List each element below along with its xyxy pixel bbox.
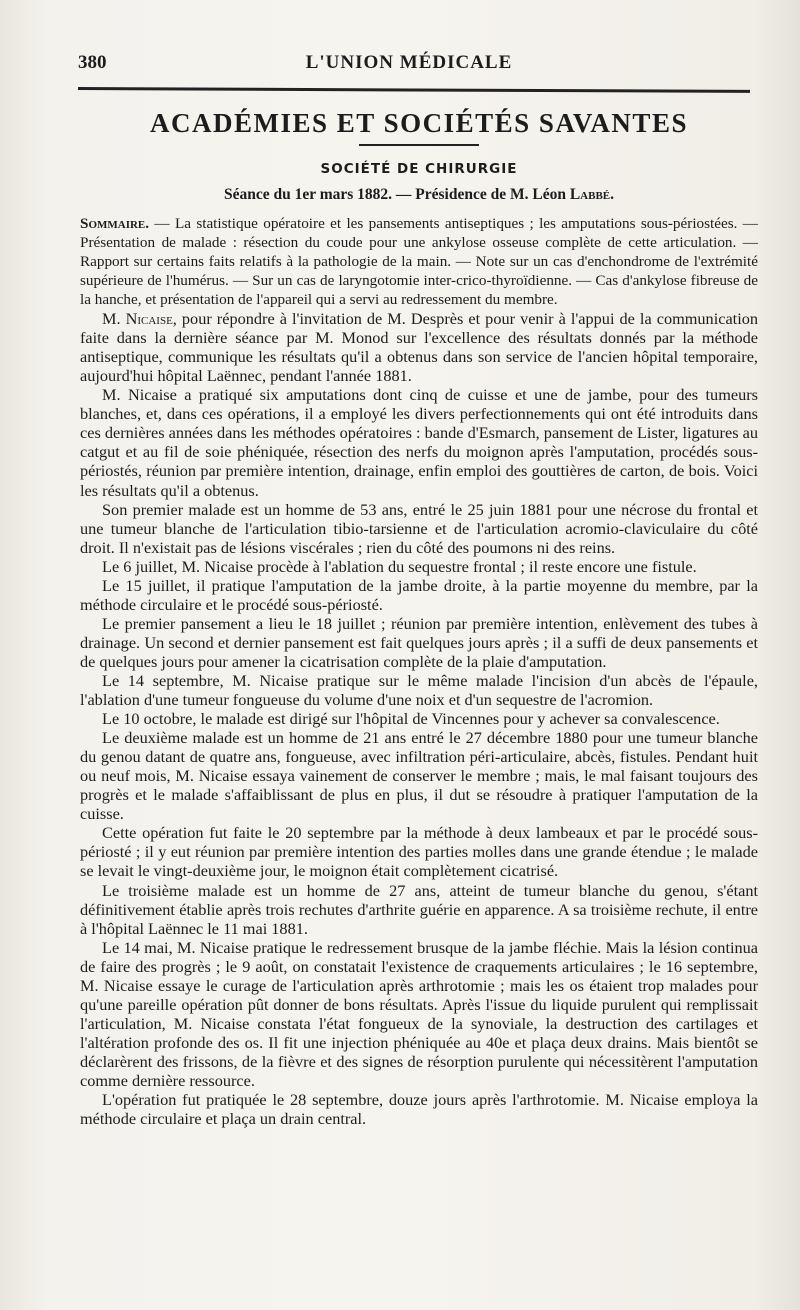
paragraph-9: Le deuxième malade est un homme de 21 ans entré le 27 décembre 1880 pour une tumeur blanche du genou datant de quatre ans, fongueuse, avec infiltration péri-articulaire, abcès, fistules. Pendant huit ou neuf mois, M. Nicaise essaya vainement de conserver le membre ; mais, le mal faisant toujours des progrès et le malade s'affaiblissant de plus en plus, il dut se résoudre à pratiquer l'amputation de la cuisse. bbox=[80, 728, 758, 824]
header-rule bbox=[78, 87, 750, 93]
paragraph-10: Cette opération fut faite le 20 septembre par la méthode à deux lambeaux et par le procédé sous-périosté ; il y eut réunion par première intention des parties molles dans une grande étendue ; le malade se levait le vingt-deuxième jour, le moignon était complètement cicatrisé. bbox=[80, 823, 758, 881]
paragraph-7: Le 14 septembre, M. Nicaise pratique sur le même malade l'incision d'un abcès de l'épaule, l'ablation d'une tumeur fongueuse du volume d'une noix et d'un sequestre de l'acromion. bbox=[80, 670, 758, 710]
session-line bbox=[80, 185, 758, 204]
summary-paragraph bbox=[80, 214, 758, 309]
page-number: 380 bbox=[78, 52, 107, 73]
paragraph-8: Le 10 octobre, le malade est dirigé sur l'hôpital de Vincennes pour y achever sa convalescence. bbox=[102, 709, 720, 729]
paragraph-13: L'opération fut pratiquée le 28 septembre, douze jours après l'arthrotomie. M. Nicaise employa la méthode circulaire et plaça un drain central. bbox=[80, 1090, 758, 1129]
journal-title: L'UNION MÉDICALE bbox=[305, 52, 513, 73]
summary-label: Sommaire. bbox=[80, 215, 150, 233]
paragraph-12: Le 14 mai, M. Nicaise pratique le redressement brusque de la jambe fléchie. Mais la lésion continua de faire des progrès ; le 9 août, on constatait l'existence de craquements articulaires ; le 16 septembre, M. Nicaise essaye le curage de l'articulation après arthrotomie ; mais les os étaient trop malades pour qu'une pareille opération pût donner de bons résultats. Après l'issue du liquide purulent qui remplissait l'articulation, M. Nicaise constata l'état fongueux de la synoviale, la destruction des cartilages et l'altération profonde des os. Il fit une injection phéniquée au 40e et plaça deux drains. Mais bientôt se déclarèrent des frissons, de la fièvre et des signes de résorption purulente qui nécessitèrent l'amputation comme dernière ressource. bbox=[80, 937, 758, 1090]
paragraph-1-text: pour répondre à l'invitation de M. Desprès et pour venir à l'appui de la communication faite dans la dernière séance par M. Monod sur l'excellence des résultats donnés par la méthode antiseptique, communique les résultats qu'il a obtenus dans son service de l'ancien hôpital temporaire, aujourd'hui hôpital Laënnec, pendant l'année 1881. bbox=[80, 309, 758, 386]
session-text: Séance du 1er mars 1882. — Présidence de M. Léon bbox=[223, 186, 570, 204]
section-heading: ACADÉMIES ET SOCIÉTÉS SAVANTES bbox=[150, 108, 688, 138]
society-heading: SOCIÉTÉ DE CHIRURGIE bbox=[320, 161, 518, 177]
session-president: Labbé. bbox=[569, 186, 614, 204]
running-head bbox=[78, 52, 740, 82]
summary-text: — La statistique opératoire et les pansements antiseptiques ; les amputations sous-périostées. — Présentation de malade : résection du coude pour une ankylose osseuse complète de cette articulation. — Rapport sur certains faits relatifs à la pathologie de la main. — Note sur un cas d'enchondrome de l'extrémité supérieure de l'humérus. — Sur un cas de laryngotomie inter-crico-thyroïdienne. — Cas d'ankylose fibreuse de la hanche, et présentation de l'appareil qui a servi au redressement du membre. bbox=[80, 215, 758, 309]
paragraph-2: M. Nicaise a pratiqué six amputations dont cinq de cuisse et une de jambe, pour des tumeurs blanches, et, dans ces opérations, il a employé les divers perfectionnements qui ont été introduits dans ces dernières années dans les méthodes opératoires : bande d'Esmarch, pansement de Lister, ligatures au catgut et au fil de soie phéniquée, résection des nerfs du moignon après l'amputation, procédés sous-périostés, réunion par première intention, drainage, enfin emploi des gouttières de carton, de bois. Voici les résultats qu'il a obtenus. bbox=[80, 385, 758, 500]
paragraph-6: Le premier pansement a lieu le 18 juillet ; réunion par première intention, enlèvement des tubes à drainage. Un second et dernier pansement est fait quelques jours après ; il a suffi de deux pansements et de quelques jours pour amener la cicatrisation complète de la plaie d'amputation. bbox=[80, 613, 758, 671]
section-rule bbox=[359, 144, 479, 146]
paragraph-5: Le 15 juillet, il pratique l'amputation de la jambe droite, à la partie moyenne du membre, par la méthode circulaire et le procédé sous-périosté. bbox=[80, 575, 758, 614]
paragraph-3: Son premier malade est un homme de 53 ans, entré le 25 juin 1881 pour une nécrose du frontal et une tumeur blanche de l'articulation tibio-tarsienne et de l'articulation acromio-claviculaire du côté droit. Il n'existait pas de lésions viscérales ; rien du côté des poumons ni des reins. bbox=[80, 499, 758, 557]
article-body bbox=[80, 106, 758, 1128]
speaker-name: M. Nicaise, bbox=[102, 309, 177, 329]
paragraph-1 bbox=[80, 309, 758, 385]
paragraph-11: Le troisième malade est un homme de 27 ans, atteint de tumeur blanche du genou, s'étant définitivement établie après trois rechutes d'arthrite guérie en apparence. A sa troisième rechute, il entre à l'hôpital Laënnec le 11 mai 1881. bbox=[80, 880, 758, 938]
paragraph-4: Le 6 juillet, M. Nicaise procède à l'ablation du sequestre frontal ; il reste encore une fistule. bbox=[102, 556, 697, 576]
